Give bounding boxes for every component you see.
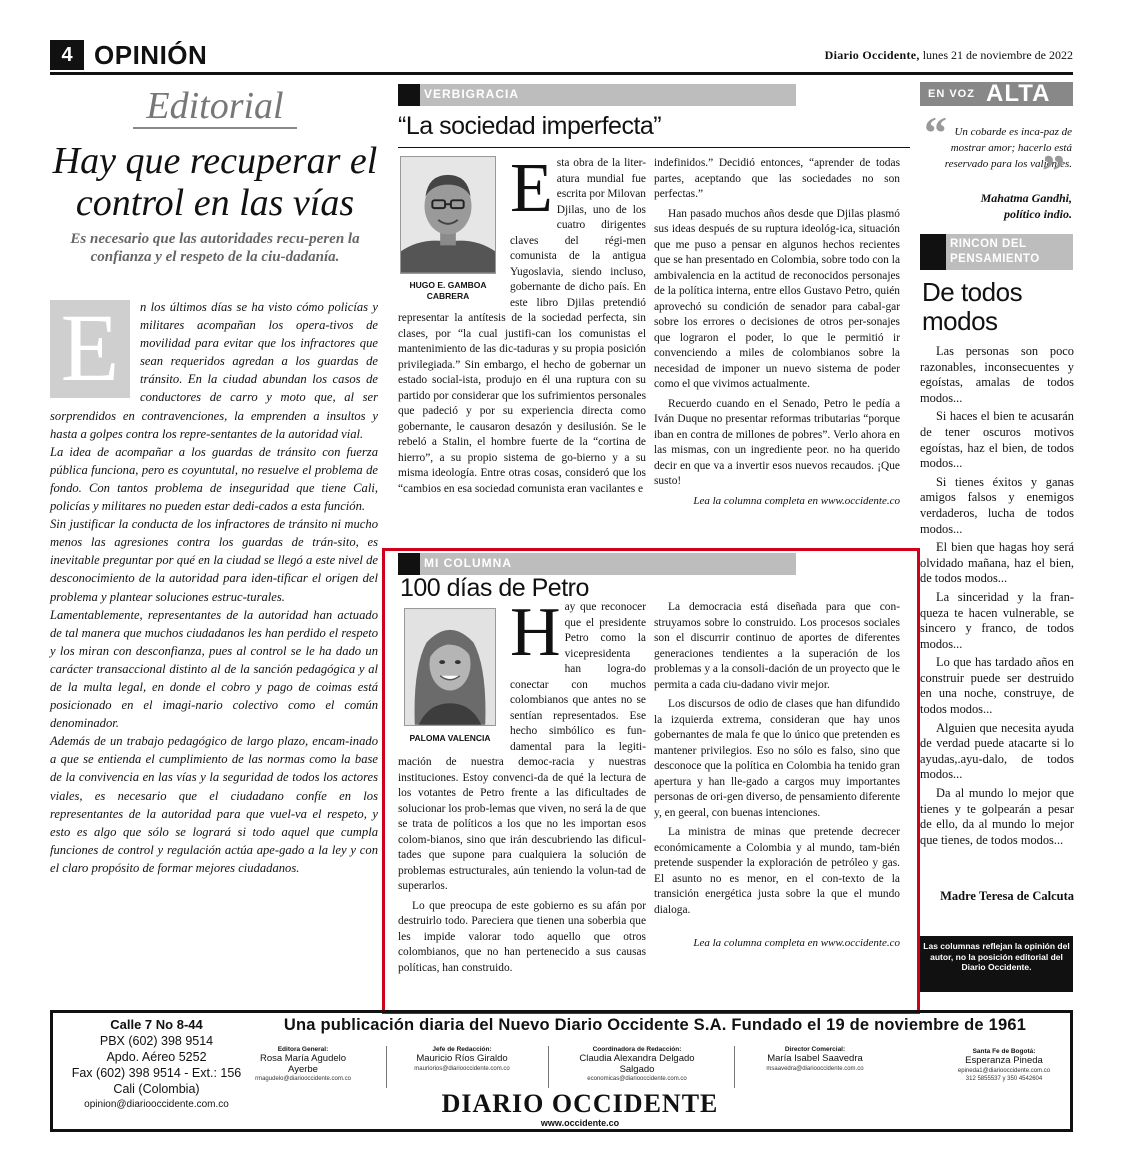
footer-logo: DIARIO OCCIDENTE [441,1089,719,1118]
editorial-paragraph: Sin justificar la conducta de los infractores de tránsito ni mucho menos las agresiones contra los guardas de trán-sito, es inevitable preguntar por qué en la ciudad se llegó a este nivel de desconocimiento de la autoridad para iden-tificar el origen del problema y plantear soluciones estruc-turales. [50,517,378,604]
rincon-paragraph: Si tienes éxitos y ganas amigos falsos y enemigos verdaderos, lucha de todos modos... [920,474,1074,536]
columns-disclaimer: Las columnas reflejan la opinión del autor, no la posición editorial del Diario Occidente. [920,936,1073,992]
verbigracia-paragraph: indefinidos.” Decidió entonces, “aprender de todas partes, aceptando que las sociedades no son perfectas.” [654,157,900,200]
verbigracia-credit: Lea la columna completa en www.occidente.co [693,494,900,507]
band-block [398,553,420,575]
staff-phone: 312 5855537 y 350 4542604 [965,1075,1043,1082]
staff-email: rmagudelo@diariooccidente.com.co [255,1076,351,1082]
quote-author [930,190,1072,222]
staff-name: María Isabel Saavedra [767,1053,863,1064]
rincon-paragraph: Lo que has tardado años en construir puede ser destruido en una noche, construye, de todos modos... [920,655,1074,717]
portrait-man-icon [401,157,495,273]
page-number: 4 [50,40,84,70]
staff-entry [404,1046,520,1073]
author-caption-paloma: PALOMA VALENCIA [409,733,491,743]
author-caption-hugo: HUGO E. GAMBOA CABRERA [409,280,487,301]
micolumna-paragraph: Lo que preocupa de este gobierno es su afán por destruirlo todo. Pareciera que tienen una soberbia que les impide valorar todo aquello que otros colombianos, que no han pertenecido a sus causas políticas, han construido. [398,899,646,974]
micolumna-paragraph: La democracia está diseñada para que con-struyamos sobre lo construido. Los procesos sociales son el discurrir continuo de aportes de diferentes generaciones tendientes a la superación de los problemas y a la consoli-dación de un proyecto que le permita a cada ciu-dadano vivir mejor. [654,601,900,691]
portrait-woman-icon [405,609,495,725]
rincon-label-line: PENSAMIENTO [950,253,1040,265]
rincon-paragraph: Si haces el bien te acusarán de tener oscuros motivos egoístas, haz el bien, de todos modos... [920,409,1074,471]
footer-address: Calle 7 No 8-44 [110,1017,203,1032]
staff-email: mauriorios@diariooccidente.com.co [414,1065,510,1072]
rincon-title: De todos modos [922,277,1023,336]
staff-role: Coordinadora de Redacción: [592,1046,682,1053]
verbigracia-title: “La sociedad imperfecta” [398,112,662,140]
rincon-paragraph: La sinceridad y la fran-queza te hacen vulnerable, se sincero y franco, de todos modos... [920,589,1074,651]
footer-apdo: Apdo. Aéreo 5252 [106,1050,207,1064]
rincon-band [920,234,1073,270]
footer-email: opinion@diariooccidente.com.co [84,1099,229,1110]
rincon-paragraph: Da al mundo lo mejor que tienes y te golpearán a pesar de ello, da al mundo lo mejor que tienes, de todos modos... [920,786,1074,847]
verbigracia-label: VERBIGRACIA [424,87,520,101]
verbigracia-lead-text: sta obra de la liter-atura mundial fue escrita por Milovan Djilas, uno de los cuatro dirigentes claves del régi-men comunista de la antigua Yugoslavia, siendo incluso, gobernante de dicho país. En este libro Djilas pretendió representar la antítesis de la sociedad perfecta, sin clases, por “la cual justifi-can los comunistas el mantenimiento de las dic-taduras y su propia posición privilegiada.” Sin embargo, el hecho de gobernar un estado social-ista, produjo en él una ruptura con su partido por considerar que los sufrimientos personales que padeció y por su experiencia directa como gobernante, le causaron desazón y desilusión. Se le rebeló a Stalin, el hombre fuerte de la “cortina de hierro”, a su propio sistema de go-bierno y a su misma ideología. Entre otras cosas, consideró que los “cambios en esa sociedad comunista eran vacilantes e [398,157,646,495]
micolumna-paragraph: La ministra de minas que pretende decrecer económicamente a Colombia y al mundo, tam-bién pretende suspender la exploración de petróleo y gas. El asunto no es menor, en el con-texto de la transición energética justa sobre la que el mundo dialoga. [654,826,900,916]
editorial-body [50,294,378,877]
rincon-body [920,344,1074,851]
staff-name: Mauricio Ríos Giraldo [416,1053,508,1064]
footer-contact [54,1017,259,1113]
staff-separator [548,1046,549,1088]
verbigracia-column-2 [654,156,900,509]
micolumna-lead-text: ay que reconocer que el presidente Petro como la vicepresidenta han logra-do conectar con muchos colombianos que antes no se sentían representados. Ese hecho simbólico es fun-damental para la legiti-mación de nuestra democ-racia y nuestras instituciones. Estoy convenci-da de qué la lectura de los votantes de Petro frente a las dificultades de solucionar los prob-lemas que viven, no será la de que se trata de políticos a los que no les importan esos colom-bianos, sino que irán descubriendo las dificul-tades que supone para cualquiera la solución de problemas estructurales, aún teniendo la volun-tad de superarlos. [398,601,646,892]
verbigracia-paragraph: Han pasado muchos años desde que Djilas plasmó sus ideas después de su ruptura ideológ-ica, situación que me puso a pensar en algunos hechos recientes que se han presentado en Colombia, sobre todo con la ambivalencia en la actitud de reconocidos personajes de la política interna, entre ellos Gustavo Petro, quién aprovechó su condición de senador para cabal-gar sobre los errores o decisiones de otros per-sonajes que lograron el poder, lo que le permitió ir convenciendo a miles de colombianos sobre la necesidad de imponer un nuevo sistema de poder como el que vivimos actualmente. [654,207,900,390]
rincon-paragraph: El bien que hagas hoy será olvidado mañana, haz el bien, de todos modos... [920,540,1074,586]
issue-date: lunes 21 de noviembre de 2022 [922,48,1073,62]
staff-name: Claudia Alexandra Delgado Salgado [579,1053,695,1075]
masthead-date [825,48,1073,63]
staff-role: Santa Fe de Bogotá: [972,1048,1036,1055]
editorial-paragraph: La idea de acompañar a los guardas de tránsito con fuerza pública funciona, pero es coyuntutal, no resuelve el problema de fondo. Con tantos problema de inseguridad que tiene Cali, policías y militares no pueden estar dedi-cados a esta función. [50,444,378,514]
author-photo-hugo [400,156,496,274]
editorial-paragraph: n los últimos días se ha visto cómo policías y militares acompañan los opera-tivos de movilidad para evitar que los infractores que sean requeridos agredan a los guardas de tránsito. En la ciudad abundan los casos de conductores de carro y moto que, al ser sorprendidos en contravenciones, la emprenden a insultos y hasta a golpes contra los repre-sentantes de la autoridad vial. [50,300,378,441]
band-block [920,234,946,270]
quote-author-desc: político indio. [1003,207,1072,221]
micolumna-dropcap: H [510,594,561,671]
staff-role: Jefe de Redacción: [432,1046,492,1053]
rincon-label-line: RINCON DEL [950,238,1027,250]
footer-url[interactable]: www.occidente.co [540,1118,620,1128]
staff-role: Editora General: [277,1046,329,1053]
verbigracia-paragraph: Recuerdo cuando en el Senado, Petro le pedía a Iván Duque no presentar reformas tributarias “porque iban en contra de millones de pobres”. Verlo ahora en las mismas, con un ingrediente peor. no ha querido decir en que va a invertir esos nuevos recaudos. ¡Que susto! [654,397,900,487]
micolumna-title: 100 días de Petro [400,574,589,602]
editorial-paragraph: Además de un trabajo pedagógico de largo plazo, encam-inado a que se entienda el cumplimiento de las normas como la base de la convivencia en las vías y la seguridad de todos los actores viales, es necesario que el ciudadano confíe en los representantes de la autoridad para que vuel-va el respeto, y esto es algo que sólo se logrará si todo aquel que cumpla funciones de control y regulación actúa ape-gado a la ley y con el claro propósito de formar mejores ciudadanos. [50,734,378,875]
rincon-paragraph: Alguien que necesita ayuda de verdad puede atacarte si lo ayudas,.ayu-dalo, de todos modos... [920,720,1074,782]
editorial-dropcap: E [50,300,130,398]
verbigracia-band [398,84,796,106]
en-voz-alta-band [920,82,1073,106]
staff-email: epineda1@diariooccidente.com.co [957,1067,1051,1074]
editorial-deck: Es necesario que las autoridades recu-peren la confianza y el respeto de la ciu-dadanía. [70,231,360,265]
staff-email: economicas@diariooccidente.com.co [587,1076,687,1082]
quote-open-icon: “ [924,107,947,158]
staff-entry [564,1046,710,1083]
micolumna-band [398,553,796,575]
verbigracia-rule [398,147,910,148]
footer-pbx: PBX (602) 398 9514 [99,1034,214,1048]
editorial-headline: Hay que recuperar el control en las vías [52,140,378,224]
quote-text: Un cobarde es inca-paz de mostrar amor; hacerlo está reservado para los valientes. [944,126,1072,170]
staff-separator [386,1046,387,1088]
staff-separator [734,1046,735,1088]
staff-entry [244,1046,362,1083]
band-block [398,84,420,106]
micolumna-credit: Lea la columna completa en www.occidente.co [693,937,900,949]
micolumna-label: MI COLUMNA [424,556,512,570]
editorial-paragraph: Lamentablemente, representantes de la autoridad han actuado de tal manera que muchos ciudadanos les han perdido el respeto y los miran con desconfianza, pues al control se le ha dado un carácter transaccional distinto al de la sanción pedagógica y al de la multa legal, en donde el cobro y pago de coimas está posicionado en el imagi-nario colectivo como el común denominador. [50,607,378,731]
section-title: OPINIÓN [94,40,208,70]
staff-name: Esperanza Pineda [965,1055,1043,1066]
staff-email: msaavedra@diariooccidente.com.co [766,1065,864,1072]
footer-tagline: Una publicación diaria del Nuevo Diario Occidente S.A. Fundado el 19 de noviembre de 1961 [283,1016,1027,1034]
staff-entry [944,1048,1064,1083]
footer-city: Cali (Colombia) [113,1082,200,1096]
rincon-label [950,237,1040,267]
verbigracia-dropcap: E [510,150,553,227]
alta-label: ALTA [986,80,1051,107]
editorial-underline [133,127,297,129]
rincon-paragraph: Las personas son poco razonables, inconsecuentes y egoístas, amalas de todos modos... [920,344,1074,405]
staff-role: Director Comercial: [784,1046,846,1053]
author-photo-paloma [404,608,496,726]
quote-author-name: Mahatma Gandhi, [980,191,1072,205]
micolumna-column-2 [654,600,900,952]
micolumna-paragraph: Los discursos de odio de clases que han difundido la izquierda extrema, consideran que hay unos gobernantes de mala fe que lo único que pretenden es mantener privilegios. Eso no sólo es falso, sino que desconoce que la política en Colombia ha tenido gran apertura y han lle-gado a cargos muy importantes personas de ori-gen diverso, de pensamiento diferente y, en geeral, con buenas intenciones. [654,698,900,819]
quote-close-icon: ” [1042,145,1065,196]
footer-fax: Fax (602) 398 9514 - Ext.: 156 [71,1066,242,1080]
staff-entry [750,1046,880,1073]
paper-name: Diario Occidente, [824,48,920,62]
en-voz-label: EN VOZ [928,88,975,100]
editorial-label: Editorial [146,85,284,127]
staff-name: Rosa María Agudelo Ayerbe [259,1053,347,1075]
rincon-author: Madre Teresa de Calcuta [940,889,1074,903]
header-rule [50,72,1073,75]
